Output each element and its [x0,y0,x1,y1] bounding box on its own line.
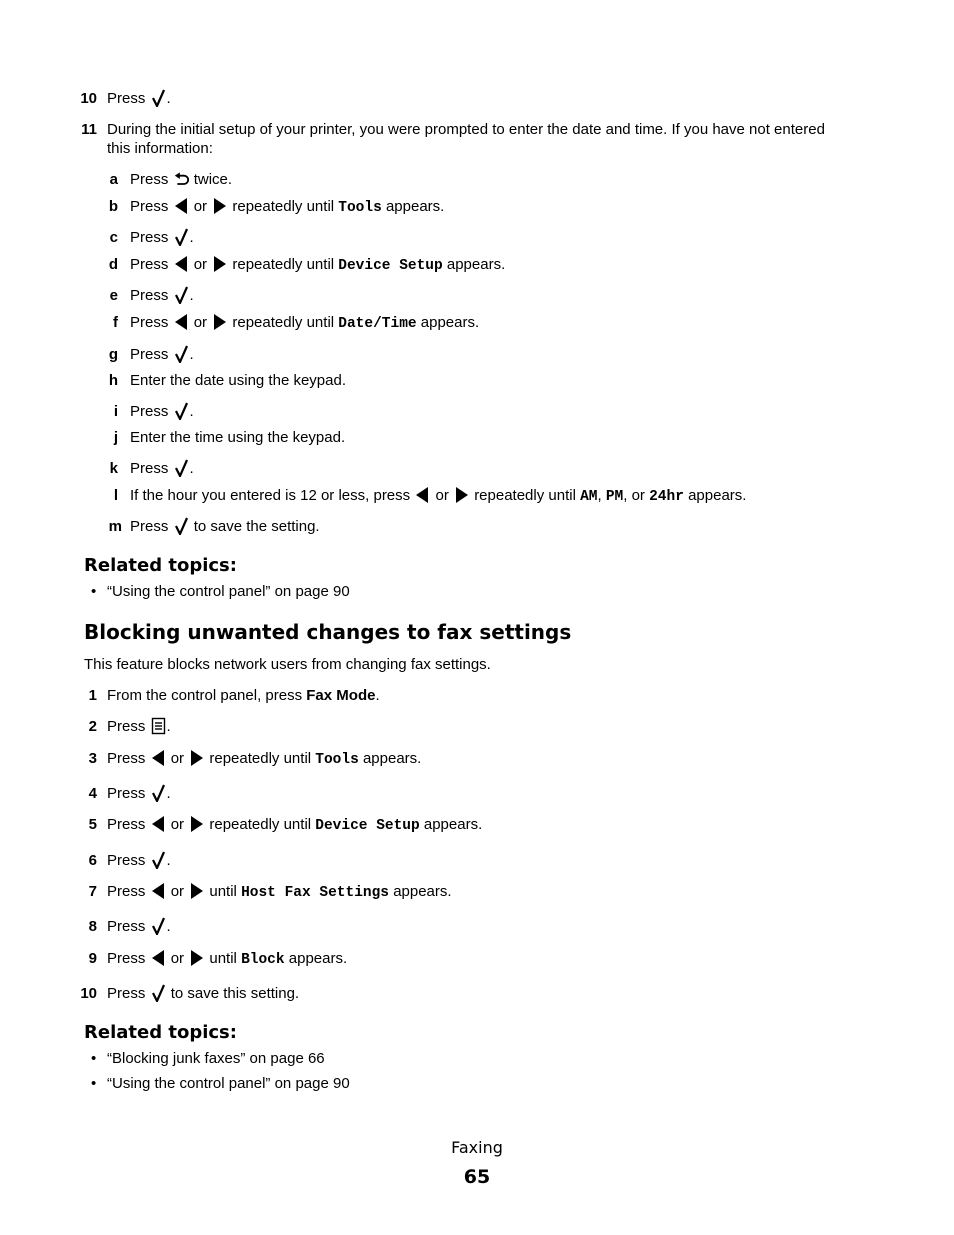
display-code: AM [580,489,598,505]
substep-letter: a [109,171,118,188]
appears-label: appears. [446,256,506,273]
press-label: Press [130,346,169,363]
press-label: Press [107,785,146,802]
back-arrow-icon [174,170,189,188]
press-label: Press [130,256,169,273]
until-label: repeatedly until [209,750,312,767]
page-number: 65 [463,1166,491,1188]
display-code: Date/Time [338,316,417,332]
related-topic-link[interactable]: “Using the control panel” on page 90 [107,583,350,600]
press-label: Press [130,460,169,477]
checkmark-icon [174,459,189,477]
press-label: Press [107,918,146,935]
substep-letter: h [108,372,118,389]
checkmark-icon [174,286,189,304]
step-number: 10 [80,985,97,1002]
until-label: repeatedly until [232,198,335,215]
press-label: Press [130,287,169,304]
checkmark-icon [151,851,166,869]
menu-icon [151,717,166,735]
period: . [189,346,194,363]
press-label: Press [130,198,169,215]
press-label: Press [107,985,146,1002]
press-label: Press [130,518,169,535]
display-code: Device Setup [338,258,443,274]
substep-letter: c [109,229,118,246]
right-arrow-icon [212,255,227,273]
period: . [189,403,194,420]
period: . [189,229,194,246]
period: . [166,90,171,107]
checkmark-icon [151,89,166,107]
substep-letter: j [113,429,118,446]
substep-letter: g [108,346,118,363]
intro-text: This feature blocks network users from changing fax settings. [84,656,491,673]
bullet: • [91,583,97,600]
step-text: From the control panel, press [107,687,303,704]
period: . [166,918,171,935]
until-label: repeatedly until [232,256,335,273]
period: . [166,718,171,735]
step-text: this information: [107,140,213,157]
period: . [375,687,380,704]
left-arrow-icon [174,313,189,331]
press-label: Press [107,852,146,869]
or-label: or [193,314,208,331]
twice-label: twice. [193,171,233,188]
footer-section-label: Faxing [451,1138,503,1157]
checkmark-icon [174,517,189,535]
substep-letter: b [108,198,118,215]
step-text: During the initial setup of your printer, you were prompted to enter the date and time. If you have not entered [107,121,825,138]
display-code: Host Fax Settings [241,885,390,901]
appears-label: appears. [420,314,480,331]
right-arrow-icon [189,949,204,967]
or-label: , or [623,487,645,504]
step-number: 4 [88,785,97,802]
step-text: to save this setting. [170,985,300,1002]
display-code: PM [605,489,624,505]
appears-label: appears. [423,816,483,833]
step-number: 6 [88,852,97,869]
display-code: Device Setup [315,818,420,834]
until-label: until [209,883,237,900]
substep-letter: i [113,403,118,420]
checkmark-icon [174,402,189,420]
until-label: repeatedly until [232,314,335,331]
left-arrow-icon [415,486,430,504]
step-number: 10 [80,90,97,107]
left-arrow-icon [174,255,189,273]
press-label: Press [130,171,169,188]
substep-letter: d [108,256,118,273]
checkmark-icon [151,917,166,935]
or-label: or [170,750,185,767]
step-number: 8 [88,918,97,935]
step-number: 3 [88,750,97,767]
left-arrow-icon [174,197,189,215]
or-label: or [193,256,208,273]
checkmark-icon [151,984,166,1002]
press-label: Press [130,403,169,420]
display-code: Block [241,952,285,968]
or-label: or [170,950,185,967]
appears-label: appears. [385,198,445,215]
press-label: Press [107,90,146,107]
substep-text: Enter the time using the keypad. [130,429,346,446]
right-arrow-icon [189,815,204,833]
appears-label: appears. [393,883,452,900]
left-arrow-icon [151,815,166,833]
step-number: 1 [88,687,97,704]
or-label: or [170,816,185,833]
period: . [189,460,194,477]
or-label: or [193,198,208,215]
section-title: Blocking unwanted changes to fax settings [84,620,572,644]
period: . [166,852,171,869]
fax-mode-label: Fax Mode [306,687,376,704]
related-topics-heading: Related topics: [84,555,237,576]
left-arrow-icon [151,882,166,900]
or-label: or [435,487,449,504]
checkmark-icon [174,228,189,246]
press-label: Press [107,950,146,967]
substep-text: Enter the date using the keypad. [130,372,346,389]
step-number: 7 [88,883,97,900]
checkmark-icon [174,345,189,363]
appears-label: appears. [688,487,747,504]
bullet: • [91,1050,97,1067]
right-arrow-icon [189,749,204,767]
or-label: or [170,883,185,900]
related-topic-link[interactable]: “Blocking junk faxes” on page 66 [107,1050,325,1067]
substep-letter: f [113,314,118,331]
press-label: Press [107,816,146,833]
substep-letter: k [109,460,118,477]
until-label: until [209,950,237,967]
press-label: Press [107,883,146,900]
display-code: Tools [315,752,359,768]
step-number: 5 [88,816,97,833]
right-arrow-icon [189,882,204,900]
appears-label: appears. [362,750,422,767]
press-label: Press [130,229,169,246]
substep-text: If the hour you entered is 12 or less, press [130,487,411,504]
comma: , [597,487,602,504]
display-code: 24hr [649,489,684,505]
step-number: 2 [88,718,97,735]
press-label: Press [130,314,169,331]
period: . [189,287,194,304]
press-label: Press [107,750,146,767]
substep-letter: l [113,487,118,504]
appears-label: appears. [288,950,348,967]
related-topics-heading: Related topics: [84,1022,237,1043]
until-label: repeatedly until [474,487,576,504]
step-number: 11 [81,121,97,138]
period: . [166,785,171,802]
until-label: repeatedly until [209,816,312,833]
right-arrow-icon [212,197,227,215]
bullet: • [91,1075,97,1092]
left-arrow-icon [151,749,166,767]
related-topic-link[interactable]: “Using the control panel” on page 90 [107,1075,350,1092]
right-arrow-icon [212,313,227,331]
substep-letter: m [108,518,122,535]
right-arrow-icon [454,486,469,504]
display-code: Tools [338,200,382,216]
substep-letter: e [109,287,118,304]
checkmark-icon [151,784,166,802]
press-label: Press [107,718,146,735]
left-arrow-icon [151,949,166,967]
step-number: 9 [88,950,97,967]
substep-text: to save the setting. [193,518,320,535]
